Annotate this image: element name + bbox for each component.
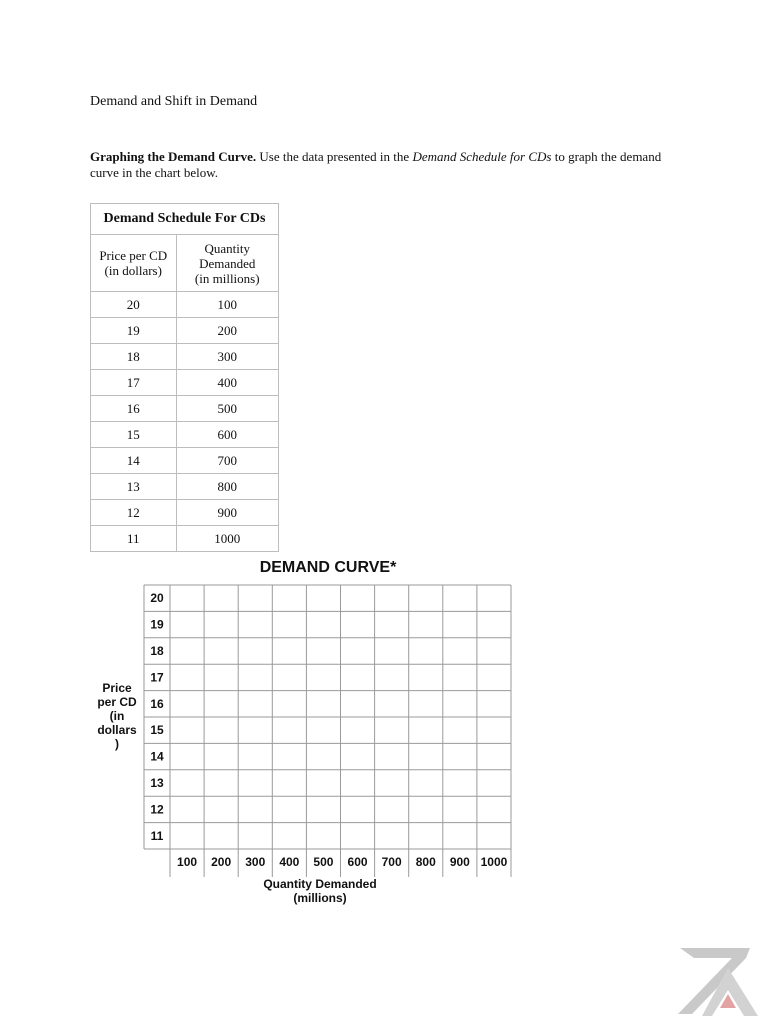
y-tick-label: 18 <box>150 644 164 658</box>
price-cell: 20 <box>91 292 177 318</box>
x-axis-label-line: Quantity Demanded <box>263 877 377 891</box>
document-title: Demand and Shift in Demand <box>90 94 258 109</box>
quantity-cell: 100 <box>176 292 279 318</box>
y-tick-label: 20 <box>150 591 164 606</box>
x-axis-label-line: (millions) <box>293 891 347 905</box>
x-tick-label: 500 <box>313 855 334 869</box>
price-cell: 18 <box>91 344 177 370</box>
x-tick-label: 700 <box>381 855 402 869</box>
y-tick-label: 11 <box>150 828 164 843</box>
price-cell: 12 <box>91 500 177 526</box>
x-tick-label: 800 <box>415 855 436 869</box>
instructions-schedule-ref: Demand Schedule for CDs <box>412 149 552 164</box>
price-cell: 19 <box>91 318 177 344</box>
price-cell: 16 <box>91 396 177 422</box>
quantity-cell: 600 <box>176 422 279 448</box>
y-tick-label: 14 <box>150 749 164 764</box>
x-tick-label: 300 <box>245 855 266 869</box>
x-tick-label: 200 <box>211 855 232 869</box>
instructions-text-before: Use the data presented in the <box>256 149 413 164</box>
quantity-cell: 800 <box>176 474 279 500</box>
y-tick-label: 12 <box>150 802 164 817</box>
chart-title: DEMAND CURVE* <box>259 559 397 576</box>
x-tick-label: 1000 <box>480 855 508 869</box>
x-tick-label: 900 <box>449 855 470 869</box>
quantity-cell: 900 <box>176 500 279 526</box>
x-axis-label <box>190 877 450 905</box>
quantity-cell: 1000 <box>176 526 279 552</box>
y-axis-label-line: Price <box>102 681 132 695</box>
price-cell: 17 <box>91 370 177 396</box>
price-cell: 13 <box>91 474 177 500</box>
quantity-header-line: Quantity <box>204 240 250 256</box>
instructions-lead: Graphing the Demand Curve. <box>90 149 257 164</box>
price-cell: 15 <box>91 422 177 448</box>
quantity-header-line: Demanded <box>199 255 256 271</box>
quantity-cell: 500 <box>176 396 279 422</box>
price-cell: 14 <box>91 448 177 474</box>
quantity-cell: 700 <box>176 448 279 474</box>
quantity-cell: 200 <box>176 318 279 344</box>
y-tick-label: 13 <box>150 776 164 790</box>
y-axis-label-line: dollars <box>97 723 137 737</box>
y-tick-label: 19 <box>150 617 164 632</box>
y-tick-label: 15 <box>150 723 164 738</box>
y-axis-label-line: (in <box>109 709 125 723</box>
schedule-caption: Demand Schedule For CDs <box>91 204 279 235</box>
price-header-line: Price per CD <box>99 248 168 263</box>
x-tick-label: 400 <box>279 855 300 869</box>
quantity-cell: 400 <box>176 370 279 396</box>
price-cell: 11 <box>91 526 177 552</box>
price-header-line: (in dollars) <box>104 263 162 278</box>
y-axis-label-line: ) <box>115 737 119 751</box>
y-tick-label: 17 <box>150 670 164 685</box>
watermark-logo-icon <box>672 944 762 1020</box>
x-tick-label: 600 <box>347 855 368 869</box>
instructions-text-after: to graph the demand curve in the chart below. <box>90 149 662 180</box>
y-axis-label-line: per CD <box>97 695 137 709</box>
quantity-header-line: (in millions) <box>194 270 260 286</box>
quantity-cell: 300 <box>176 344 279 370</box>
y-tick-label: 16 <box>150 696 164 711</box>
x-tick-label: 100 <box>177 855 198 869</box>
